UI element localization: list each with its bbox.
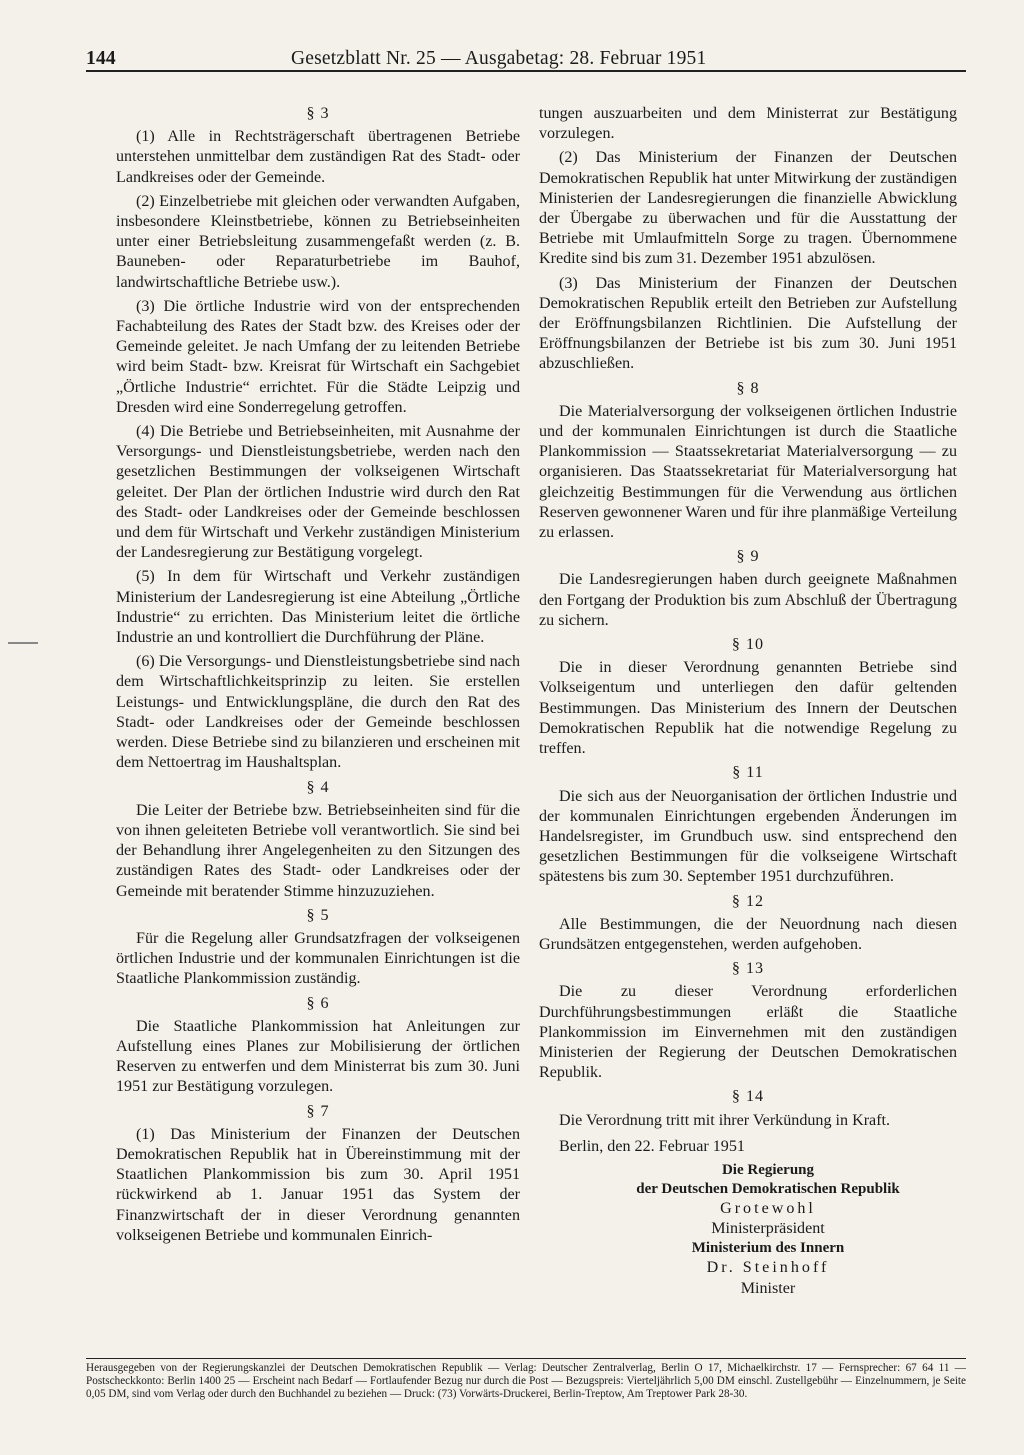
header-rule <box>86 70 966 72</box>
signatory-title: Ministerpräsident <box>711 1220 825 1238</box>
section-heading: § 12 <box>731 892 765 910</box>
page-header <box>86 44 966 72</box>
section-heading: § 11 <box>732 764 764 782</box>
section-heading: § 13 <box>731 960 765 978</box>
signatory-name: Dr. Steinhoff <box>706 1259 830 1277</box>
paragraph: (3) Das Ministerium der Finanzen der Deutschen Demokratischen Republik erteilt den Betrieben zur Aufstellung der Eröffnungsbilanzen Richtlinien. Die Aufstellung der Eröffnungsbilanzen der Betriebe ist bis zum 30. Juni 1951 abzuschließen. <box>539 274 957 373</box>
section-heading: § 4 <box>306 778 330 796</box>
place-date: Berlin, den 22. Februar 1951 <box>559 1137 745 1155</box>
page-number: 144 <box>86 48 116 69</box>
section-heading: § 6 <box>306 994 330 1012</box>
signatory-body: der Deutschen Demokratischen Republik <box>636 1180 900 1197</box>
paragraph: (2) Das Ministerium der Finanzen der Deutschen Demokratischen Republik hat unter Mitwirkung der zuständigen Ministerien der Landesregierungen die finanzielle Abwicklung der Übergabe zu überwachen und für die Ausstattung der Betriebe mit Umlaufmitteln Sorge zu tragen. Übernommene Kredite sind bis zum 31. Dezember 1951 abzulösen. <box>539 149 957 268</box>
paragraph: Die Verordnung tritt mit ihrer Verkündung in Kraft. <box>559 1111 891 1129</box>
section-heading: § 14 <box>731 1088 765 1106</box>
signatory-name: Grotewohl <box>720 1199 816 1217</box>
paragraph-continuation: tungen auszuarbeiten und dem Ministerrat zur Bestätigung vorzulegen. <box>539 105 957 143</box>
paragraph: Die Materialversorgung der volkseigenen örtlichen Industrie und der kommunalen Einrichtungen ist durch die Staatliche Plankommission — Staatssekretariat Materialversorgung — zu organisieren. Das Staatssekretariat für Materialversorgung hat gleichzeitig Bestimmungen für die Verwendung aus örtlichen Reserven gewonnener Waren und für ihre planmäßige Verteilung zu erlassen. <box>539 402 957 542</box>
paragraph: Die Staatliche Plankommission hat Anleitungen zur Aufstellung eines Planes zur Mobilisierung der örtlichen Reserven zu entwerfen und dem Ministerrat bis zum 30. Juni 1951 zur Bestätigung vorzulegen. <box>116 1017 520 1096</box>
paragraph: (5) In dem für Wirtschaft und Verkehr zuständigen Ministerium der Landesregierung ist eine Abteilung „Örtliche Industrie“ zu errichten. Das Ministerium leitet die örtliche Industrie an und kontrolliert die Durchführung der Pläne. <box>116 568 520 647</box>
paragraph: (2) Einzelbetriebe mit gleichen oder verwandten Aufgaben, insbesondere Kleinstbetriebe, können zu Betriebseinheiten unter einer Betriebsleitung zusammengefaßt werden (z. B. Bauneben- oder Reparaturbetriebe im Bauhof, landwirtschaftliche Betriebe usw.). <box>116 192 520 291</box>
imprint-footer: Herausgegeben von der Regierungskanzlei der Deutschen Demokratischen Republik — Verlag: Deutscher Zentralverlag, Berlin O 17, Michaelkirchstr. 17 — Fernsprecher: 67 64 11 — Postscheckkonto: Berlin 1400 25 — Erscheint nach Bedarf — Fortlaufender Bezug nur durch die Post — Bezugspreis: Vierteljährlich 5,00 DM einschl. Zustellgebühr — Einzelnummern, je Seite 0,05 DM, sind vom Verlag oder durch den Buchhandel zu beziehen — Druck: (73) Vorwärts-Druckerei, Berlin-Treptow, Am Treptower Park 28-30. <box>86 1362 966 1400</box>
paragraph: (3) Die örtliche Industrie wird von der entsprechenden Fachabteilung des Rates der Stadt bzw. des Kreises oder der Gemeinde geleitet. Je nach Umfang der zu leitenden Betriebe wird beim Stadt- bzw. Kreisrat für Wirtschaft ein Sachgebiet „Örtliche Industrie“ errichtet. Für die Städte Leipzig und Dresden wird eine Sonderregelung getroffen. <box>116 297 520 416</box>
paragraph: Alle Bestimmungen, die der Neuordnung nach diesen Grundsätzen entgegenstehen, werden aufgehoben. <box>539 915 957 953</box>
paragraph: (6) Die Versorgungs- und Dienstleistungsbetriebe sind nach dem Wirtschaftlichkeitsprinzip zu leiten. Sie erstellen Leistungs- und Entwicklungspläne, die durch den Rat des Stadt- oder Landkreises oder der Gemeinde beschlossen werden. Diese Betriebe sind zu bilanzieren und erscheinen mit dem Nettoertrag im Haushaltsplan. <box>116 653 520 772</box>
paragraph: Die in dieser Verordnung genannten Betriebe sind Volkseigentum und unterliegen den dafür geltenden Bestimmungen. Das Ministerium des Innern der Deutschen Demokratischen Republik hat die notwendige Regelung zu treffen. <box>539 659 957 758</box>
paragraph: (4) Die Betriebe und Betriebseinheiten, mit Ausnahme der Versorgungs- und Dienstleistungsbetriebe, werden nach den gesetzlichen Bestimmungen der volkseigenen Wirtschaft geleitet. Der Plan der örtlichen Industrie wird durch den Rat des Stadt- oder Landkreises oder der Gemeinde beschlossen und dem für Wirtschaft und Verkehr zuständigen Ministerium der Landesregierung zur Bestätigung vorgelegt. <box>116 423 520 562</box>
right-column <box>539 104 957 1299</box>
signatory-body: Die Regierung <box>721 1161 815 1178</box>
margin-mark <box>8 642 38 644</box>
section-heading: § 8 <box>736 379 760 397</box>
paragraph: (1) Das Ministerium der Finanzen der Deutschen Demokratischen Republik hat in Übereinstimmung mit der Staatlichen Plankommission bis zum 30. April 1951 rückwirkend ab 1. Januar 1951 das System der Finanzwirtschaft der in dieser Verordnung genannten volkseigenen Betriebe und kommunalen Einrich- <box>116 1125 520 1244</box>
paragraph: Die Leiter der Betriebe bzw. Betriebseinheiten sind für die von ihnen geleiteten Betriebe voll verantwortlich. Sie sind bei der Behandlung ihrer Angelegenheiten zu den Sitzungen des zuständigen Rates des Stadt- oder Landkreises oder der Gemeinde mit beratender Stimme hinzuzuziehen. <box>116 801 520 900</box>
paragraph: (1) Alle in Rechtsträgerschaft übertragenen Betriebe unterstehen unmittelbar dem zuständigen Rat des Stadt- oder Landkreises oder der Gemeinde. <box>116 128 520 186</box>
paragraph: Für die Regelung aller Grundsatzfragen der volkseigenen örtlichen Industrie und der kommunalen Einrichtungen ist die Staatliche Plankommission zuständig. <box>116 929 520 988</box>
section-heading: § 3 <box>306 105 330 122</box>
section-heading: § 5 <box>306 906 330 924</box>
signatory-ministry: Ministerium des Innern <box>691 1240 845 1257</box>
signature-block <box>579 1161 957 1299</box>
signatory-title: Minister <box>740 1279 796 1297</box>
paragraph: Die zu dieser Verordnung erforderlichen Durchführungsbestimmungen erläßt die Staatliche Plankommission im Einvernehmen mit den zuständigen Ministerien der Regierung der Deutschen Demokratischen Republik. <box>539 983 957 1082</box>
paragraph: Die Landesregierungen haben durch geeignete Maßnahmen den Fortgang der Produktion bis zum Abschluß der Übertragung zu sichern. <box>539 571 957 629</box>
running-title: Gesetzblatt Nr. 25 — Ausgabetag: 28. Februar 1951 <box>291 48 707 69</box>
left-column <box>116 104 520 1250</box>
section-heading: § 7 <box>306 1102 330 1120</box>
section-heading: § 10 <box>731 636 765 654</box>
section-heading: § 9 <box>736 548 760 566</box>
paragraph: Die sich aus der Neuorganisation der örtlichen Industrie und der kommunalen Einrichtungen ergebenden Änderungen im Handelsregister, im Grundbuch usw. sind entsprechend den gesetzlichen Bestimmungen für die volkseigene Wirtschaft spätestens bis zum 30. September 1951 durchzuführen. <box>539 787 957 886</box>
footer-rule <box>86 1358 966 1359</box>
